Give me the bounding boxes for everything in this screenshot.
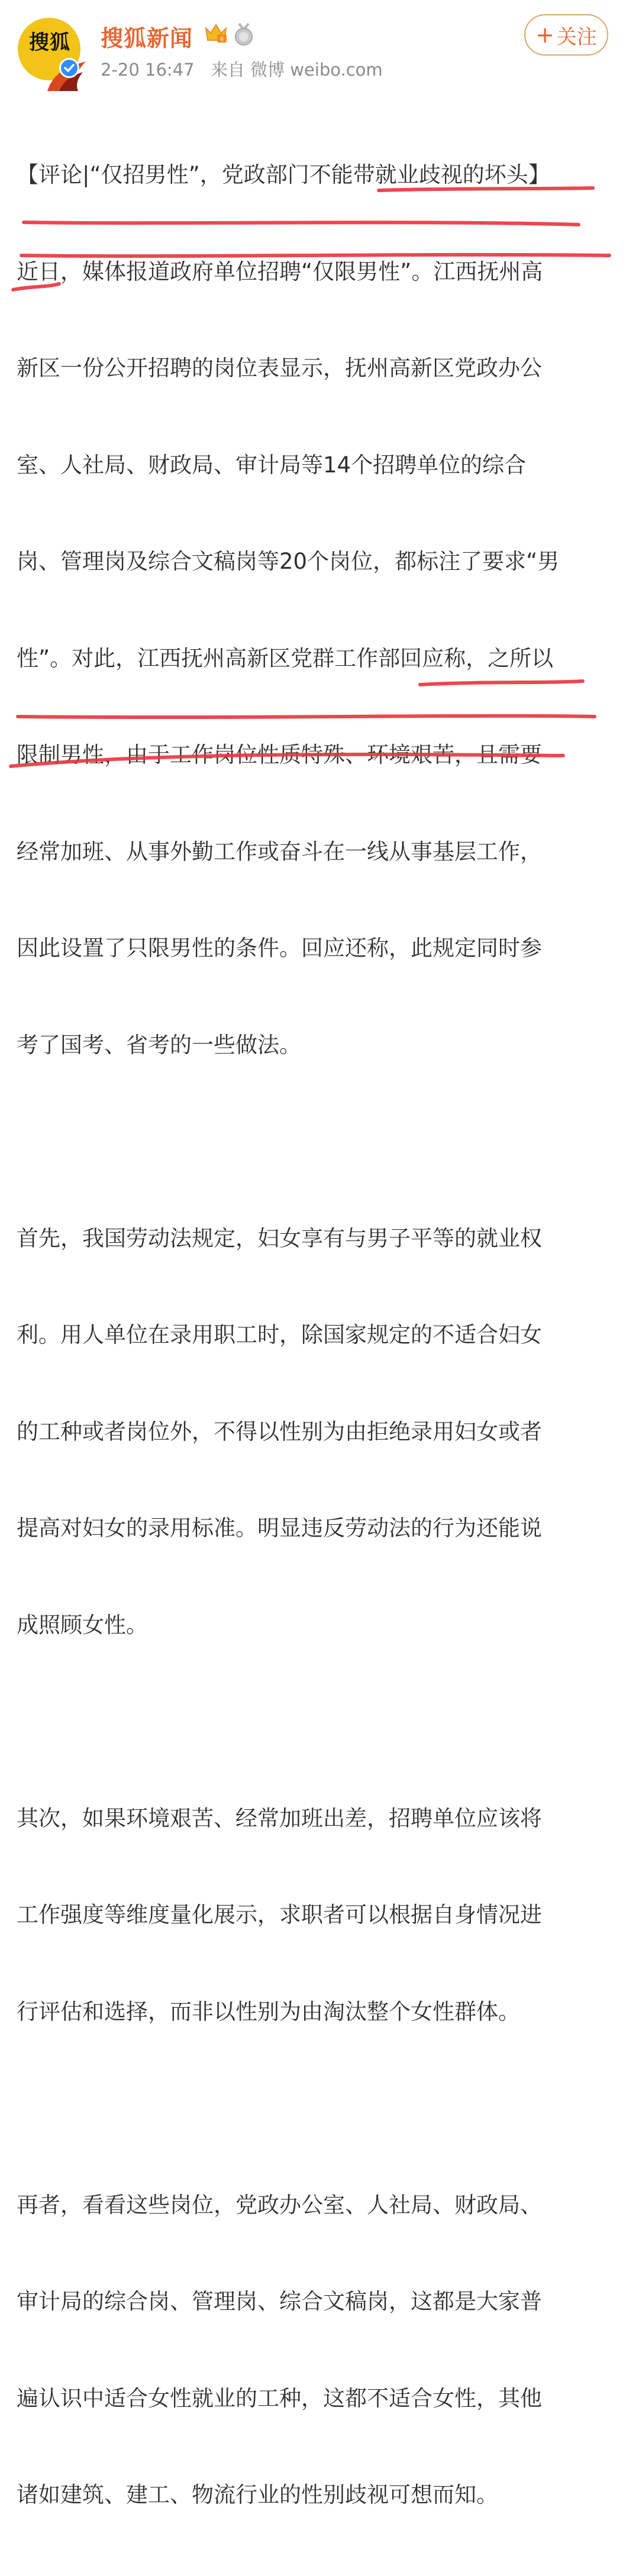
account-name[interactable]: 搜狐新闻 [101, 25, 193, 51]
text-line: 室、人社局、财政局、审计局等14个招聘单位的综合 [17, 452, 527, 478]
paragraph-gap [17, 1126, 626, 1158]
text-line: 因此设置了只限男性的条件。回应还称，此规定同时参 [17, 935, 542, 961]
crown-vip-icon [204, 22, 228, 44]
text-line: 其次，如果环境艰苦、经常加班出差，招聘单位应该将 [17, 1805, 542, 1831]
text-line: 利。用人单位在录用职工时，除国家规定的不适合妇女 [17, 1322, 542, 1347]
text-line: 遍认识中适合女性就业的工种，这都不适合女性，其他 [17, 2385, 542, 2411]
follow-label: 关注 [556, 25, 597, 49]
text-line: 限制男性，由于工作岗位性质特殊、环境艰苦，且需要 [17, 742, 542, 767]
avatar-logo-text: 搜狐 [29, 31, 70, 54]
medal-icon [233, 22, 254, 46]
text-line: 近日，媒体报道政府单位招聘“仅限男性”。江西抚州高 [17, 258, 543, 284]
text-line: 提高对妇女的录用标准。明显违反劳动法的行为还能说 [17, 1515, 542, 1541]
paragraph-gap [17, 2092, 626, 2125]
post-source: 来自 微博 weibo.com [210, 60, 383, 80]
paragraph-3 [17, 1738, 626, 2093]
text-line: 性”。对此，江西抚州高新区党群工作部回应称，之所以 [17, 645, 554, 671]
text-line: 经常加班、从事外勤工作或奋斗在一线从事基层工作， [17, 838, 542, 864]
plus-icon: + [535, 22, 554, 48]
svg-text:6: 6 [220, 36, 224, 43]
post-time[interactable]: 2-20 16:47 [101, 60, 195, 80]
text-line: 再者，看看这些岗位，党政办公室、人社局、财政局、 [17, 2192, 542, 2218]
text-line: 工作强度等维度量化展示，求职者可以根据自身情况进 [17, 1902, 542, 1927]
text-line: 的工种或者岗位外，不得以性别为由拒绝录用妇女或者 [17, 1418, 542, 1444]
post-header [0, 0, 639, 89]
text-line: 【评论|“仅招男性”，党政部门不能带就业歧视的坏头】 [17, 162, 550, 187]
text-line: 考了国考、省考的一些做法。 [17, 1032, 301, 1058]
text-line: 行评估和选择，而非以性别为由淘汰整个女性群体。 [17, 1998, 520, 2024]
paragraph-gap [17, 1706, 626, 1738]
text-line: 新区一份公开招聘的岗位表显示，抚州高新区党政办公 [17, 355, 542, 381]
text-line: 诸如建筑、建工、物流行业的性别歧视可想而知。 [17, 2482, 498, 2507]
text-line: 岗、管理岗及综合文稿岗等20个岗位，都标注了要求“男 [17, 549, 560, 574]
text-line: 首先，我国劳动法规定，妇女享有与男子平等的就业权 [17, 1225, 542, 1251]
follow-button[interactable] [524, 14, 608, 56]
text-line: 成照顾女性。 [17, 1612, 148, 1638]
paragraph-4 [17, 2125, 626, 2576]
post-content [17, 95, 626, 2576]
paragraph-2 [17, 1158, 626, 1706]
post-meta [101, 57, 393, 81]
text-line: 审计局的综合岗、管理岗、综合文稿岗，这都是大家普 [17, 2289, 542, 2314]
verified-icon [59, 58, 79, 78]
paragraph-1 [17, 95, 626, 1126]
